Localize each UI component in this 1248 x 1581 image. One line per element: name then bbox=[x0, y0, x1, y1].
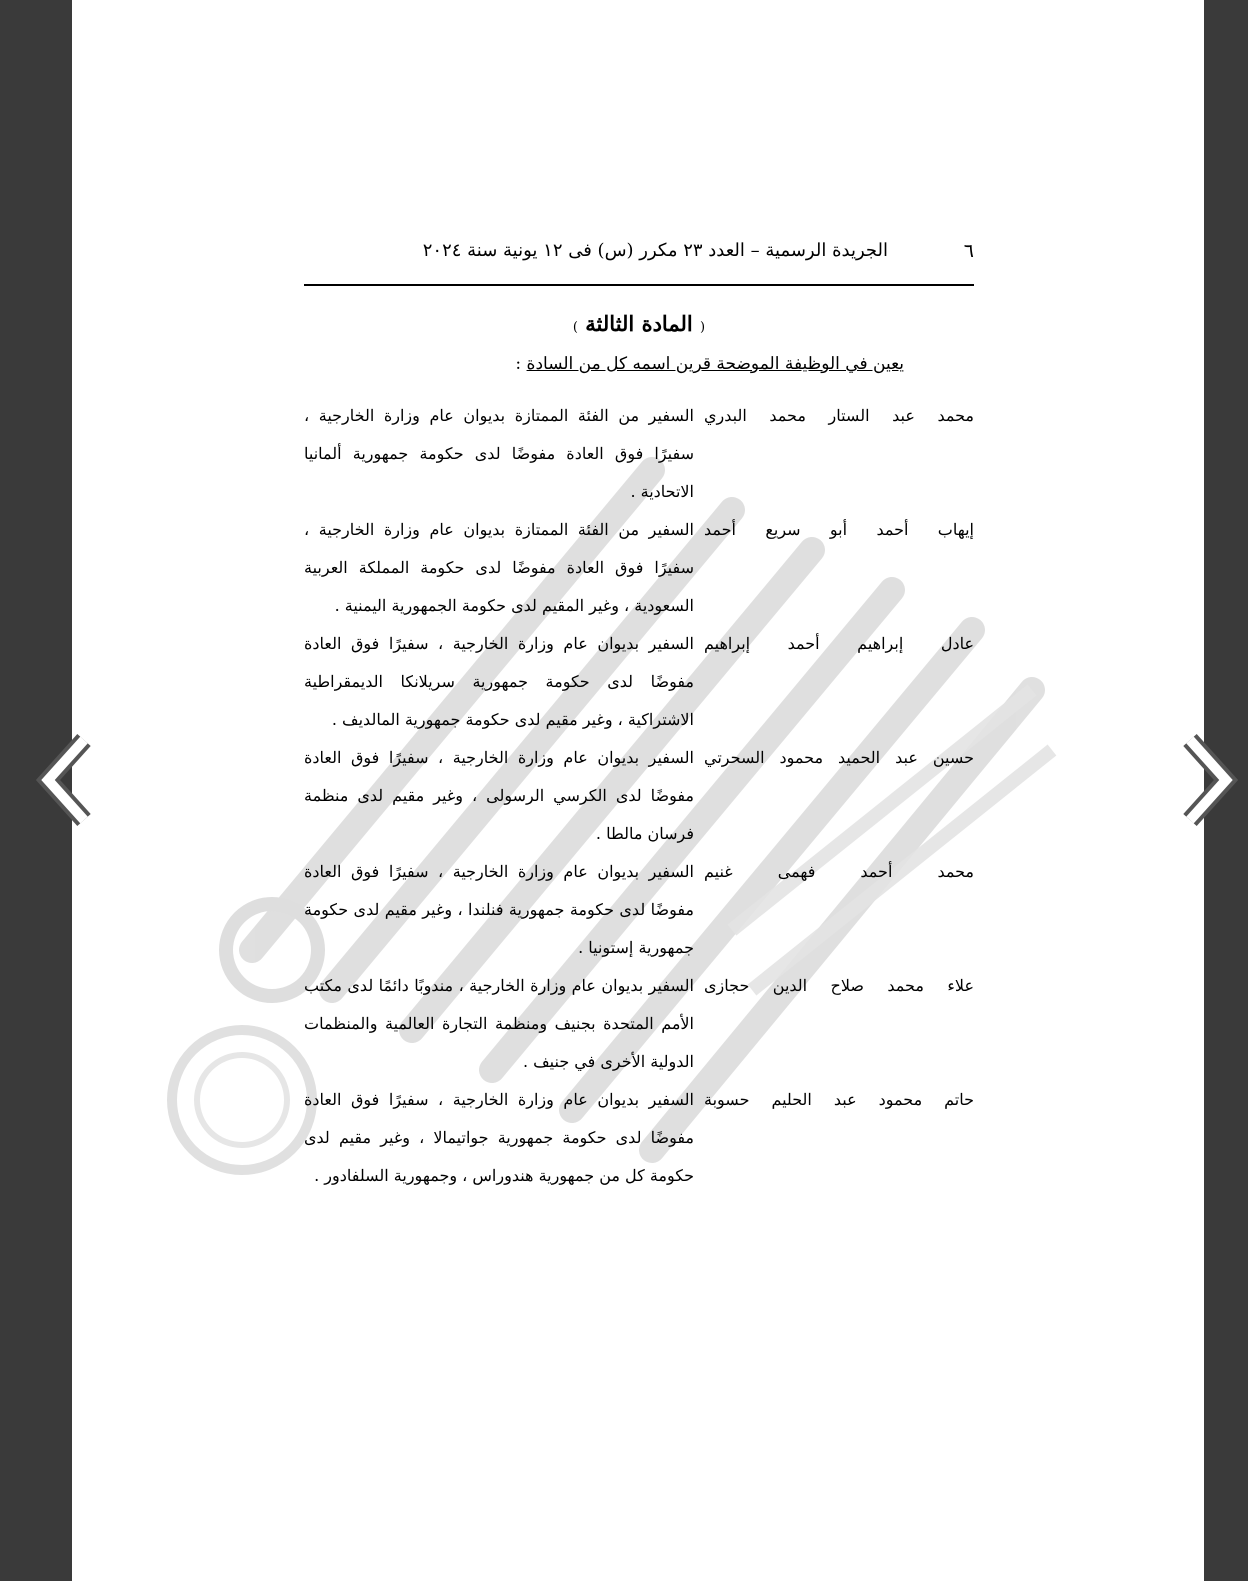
chevron-left-icon bbox=[36, 732, 96, 828]
appointee-name: حسين عبد الحميد محمود السحرتي bbox=[704, 748, 974, 767]
heading-close-paren: ) bbox=[572, 320, 578, 335]
article-intro bbox=[515, 354, 904, 374]
appointment-role: السفير من الفئة الممتازة بديوان عام وزارة الخارجية ، سفيرًا فوق العادة مفوضًا لدى حكومة جمهورية ألمانيا الاتحادية . bbox=[304, 406, 694, 501]
intro-text: يعين في الوظيفة الموضحة قرين اسمه كل من السادة bbox=[526, 354, 904, 374]
appointment-entry bbox=[304, 397, 974, 511]
appointment-role: السفير من الفئة الممتازة بديوان عام وزارة الخارجية ، سفيرًا فوق العادة مفوضًا لدى حكومة المملكة العربية السعودية ، وغير المقيم لدى حكومة الجمهورية اليمنية . bbox=[304, 520, 694, 615]
previous-page-button[interactable] bbox=[36, 732, 96, 828]
appointee-name: إيهاب أحمد أبو سريع أحمد bbox=[704, 520, 974, 539]
appointment-entry bbox=[304, 625, 974, 739]
appointee-name: محمد عبد الستار محمد البدري bbox=[704, 406, 974, 425]
appointment-entry bbox=[304, 511, 974, 625]
appointee-name: حاتم محمود عبد الحليم حسوبة bbox=[704, 1090, 974, 1109]
appointment-entry bbox=[304, 1081, 974, 1195]
next-page-button[interactable] bbox=[1178, 732, 1238, 828]
intro-colon: : bbox=[515, 354, 527, 374]
document-page bbox=[72, 0, 1204, 1581]
appointment-role: السفير بديوان عام وزارة الخارجية ، مندوبًا دائمًا لدى مكتب الأمم المتحدة بجنيف ومنظمة التجارة العالمية والمنظمات الدولية الأخرى في جنيف . bbox=[304, 976, 694, 1071]
appointment-entry bbox=[304, 853, 974, 967]
appointee-name: علاء محمد صلاح الدين حجازى bbox=[704, 976, 974, 995]
article-heading bbox=[304, 311, 974, 336]
appointment-entry bbox=[304, 967, 974, 1081]
appointment-role: السفير بديوان عام وزارة الخارجية ، سفيرًا فوق العادة مفوضًا لدى حكومة جمهورية سريلانكا الديمقراطية الاشتراكية ، وغير مقيم لدى حكومة جمهورية المالديف . bbox=[304, 634, 694, 729]
appointment-entry bbox=[304, 739, 974, 853]
appointee-name: محمد أحمد فهمى غنيم bbox=[704, 862, 974, 881]
gazette-issue-title: الجريدة الرسمية – العدد ٢٣ مكرر (س) فى ١٢ يونية سنة ٢٠٢٤ bbox=[422, 240, 888, 261]
appointment-role: السفير بديوان عام وزارة الخارجية ، سفيرًا فوق العادة مفوضًا لدى الكرسي الرسولى ، وغير مقيم لدى منظمة فرسان مالطا . bbox=[304, 748, 694, 843]
appointee-name: عادل إبراهيم أحمد إبراهيم bbox=[704, 634, 974, 653]
appointment-role: السفير بديوان عام وزارة الخارجية ، سفيرًا فوق العادة مفوضًا لدى حكومة جمهورية فنلندا ، وغير مقيم لدى حكومة جمهورية إستونيا . bbox=[304, 862, 694, 957]
page-header bbox=[304, 236, 974, 286]
article-title: المادة الثالثة bbox=[585, 311, 693, 336]
appointment-role: السفير بديوان عام وزارة الخارجية ، سفيرًا فوق العادة مفوضًا لدى حكومة جمهورية جواتيمالا ، وغير مقيم لدى حكومة كل من جمهورية هندوراس ، وجمهورية السلفادور . bbox=[304, 1090, 694, 1185]
appointments-list bbox=[304, 397, 974, 1195]
chevron-right-icon bbox=[1178, 732, 1238, 828]
page-number: ٦ bbox=[963, 240, 974, 262]
heading-open-paren: ( bbox=[700, 320, 706, 335]
